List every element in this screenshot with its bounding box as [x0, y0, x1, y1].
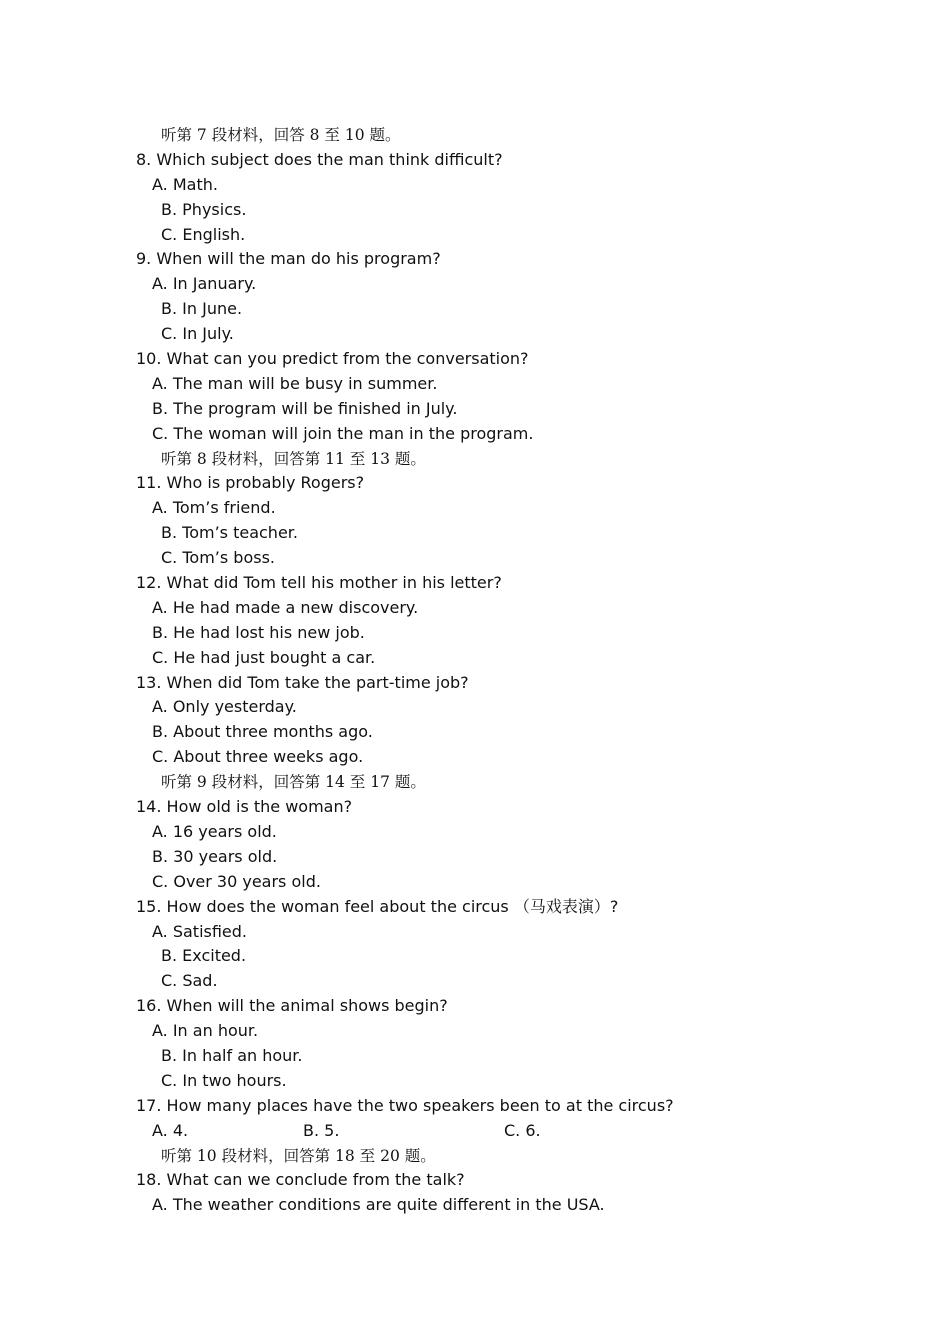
question: 8. Which subject does the man think difficult? [136, 149, 503, 169]
option: A. Tom’s friend. [152, 498, 276, 518]
option-a: A. 4. [152, 1120, 189, 1140]
question: 11. Who is probably Rogers? [136, 473, 365, 493]
option: A. Math. [152, 174, 218, 194]
option: B. Tom’s teacher. [161, 523, 298, 543]
question: 16. When will the animal shows begin? [136, 996, 448, 1016]
option: C. Over 30 years old. [152, 871, 321, 891]
option: B. In half an hour. [161, 1045, 303, 1065]
question: 14. How old is the woman? [136, 797, 353, 817]
option: A. Only yesterday. [152, 697, 297, 717]
option: C. In two hours. [161, 1070, 287, 1090]
option: C. He had just bought a car. [152, 647, 376, 667]
option: B. The program will be finished in July. [152, 398, 458, 418]
option: C. English. [161, 224, 246, 244]
option: B. In June. [161, 299, 243, 319]
option: A. He had made a new discovery. [152, 597, 419, 617]
option: C. Tom’s boss. [161, 548, 275, 568]
section-instruction: 听第 8 段材料，回答第 11 至 13 题。 [161, 449, 426, 468]
option: A. In January. [152, 274, 257, 294]
option: C. Sad. [161, 971, 218, 991]
option: A. In an hour. [152, 1021, 259, 1041]
section-instruction: 听第 7 段材料，回答 8 至 10 题。 [161, 126, 401, 144]
option-b: B. 5. [303, 1120, 340, 1140]
option: B. 30 years old. [152, 846, 278, 866]
exam-page [0, 123, 950, 1218]
option: B. He had lost his new job. [152, 622, 365, 642]
question: 12. What did Tom tell his mother in his letter? [136, 573, 502, 593]
option: A. The weather conditions are quite different in the USA. [152, 1195, 605, 1215]
option-c: C. 6. [504, 1120, 541, 1140]
option: A. The man will be busy in summer. [152, 373, 438, 393]
section-instruction: 听第 9 段材料，回答第 14 至 17 题。 [161, 773, 426, 792]
inline-options [0, 1119, 950, 1144]
question: 17. How many places have the two speakers been to at the circus? [136, 1095, 674, 1115]
question: 18. What can we conclude from the talk? [136, 1170, 465, 1190]
option: B. Excited. [161, 946, 247, 966]
section-instruction: 听第 10 段材料，回答第 18 至 20 题。 [161, 1146, 436, 1165]
option: C. In July. [161, 324, 234, 344]
option: C. The woman will join the man in the program. [152, 423, 534, 443]
option: C. About three weeks ago. [152, 747, 364, 767]
option: B. About three months ago. [152, 722, 373, 742]
option: A. Satisfied. [152, 921, 248, 941]
question: 9. When will the man do his program? [136, 249, 441, 269]
question: 13. When did Tom take the part-time job? [136, 672, 469, 692]
option: A. 16 years old. [152, 821, 277, 841]
question: 15. How does the woman feel about the circus （马戏表演）? [136, 896, 619, 916]
option: B. Physics. [161, 199, 247, 219]
question: 10. What can you predict from the conversation? [136, 349, 529, 369]
